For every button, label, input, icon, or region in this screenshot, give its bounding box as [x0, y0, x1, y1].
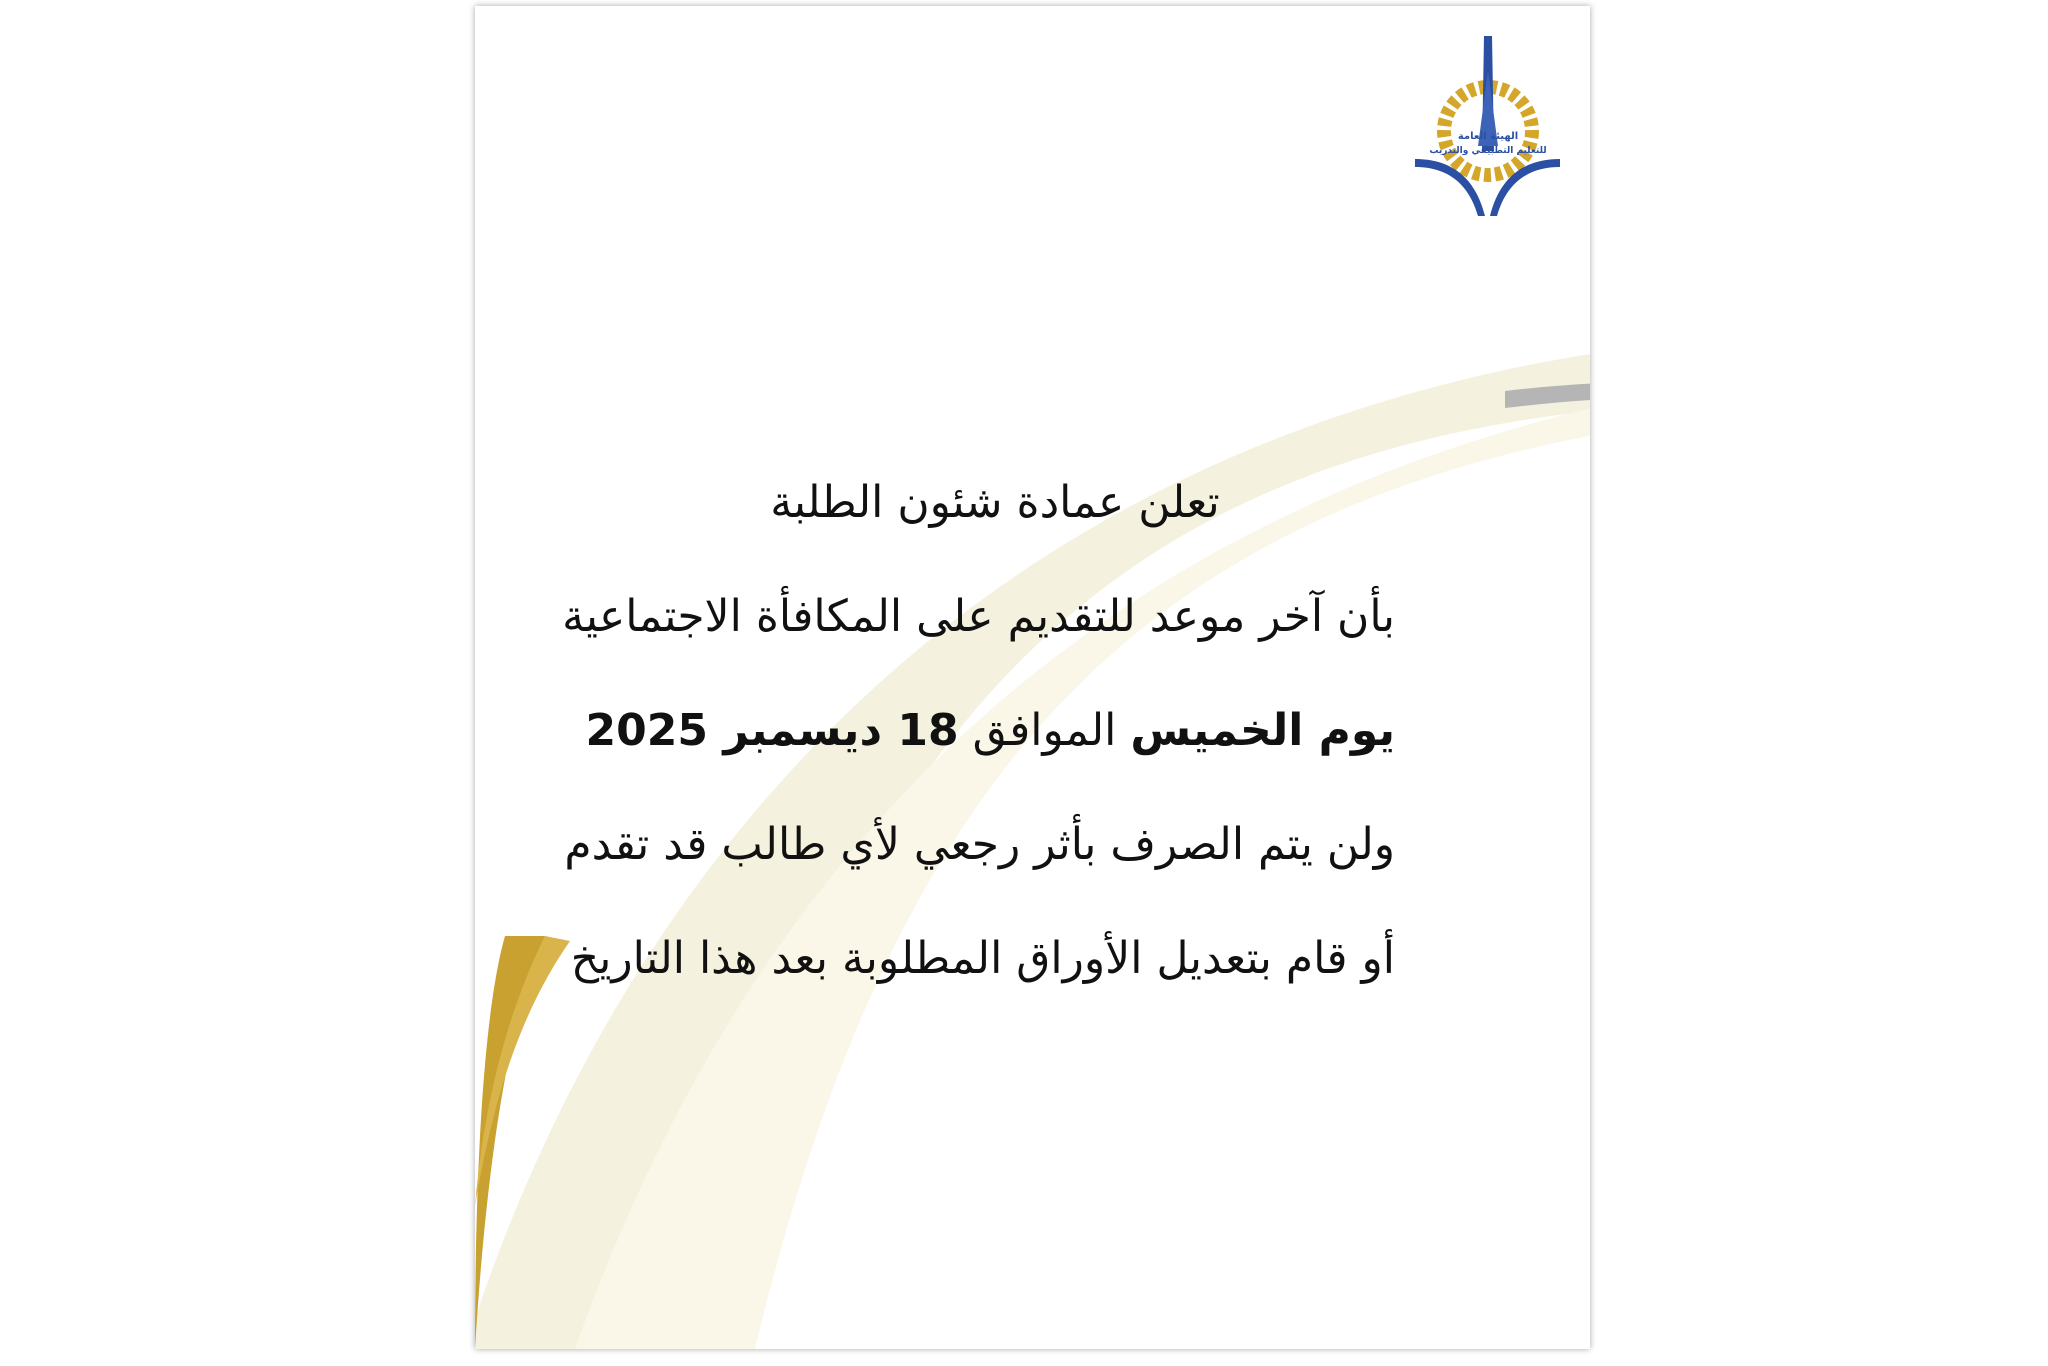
announcement-line-2: بأن آخر موعد للتقديم على المكافأة الاجتماعية — [562, 591, 1395, 642]
deadline-day: يوم الخميس — [1130, 705, 1395, 756]
deadline-connector: الموافق — [972, 705, 1117, 756]
announcement-line-5: أو قام بتعديل الأوراق المطلوبة بعد هذا التاريخ — [570, 933, 1395, 984]
announcement-line-1: تعلن عمادة شئون الطلبة — [770, 477, 1220, 528]
announcement-line-4: ولن يتم الصرف بأثر رجعي لأي طالب قد تقدم — [564, 819, 1395, 870]
svg-text:الهيئة العامة: الهيئة العامة — [1457, 131, 1519, 142]
announcement-text — [562, 446, 1395, 1016]
announcement-line-3 — [585, 674, 1395, 788]
deadline-date: 18 ديسمبر 2025 — [585, 705, 959, 756]
paaet-logo — [1410, 31, 1565, 216]
announcement-page — [475, 6, 1590, 1349]
svg-text:للتعليم التطبيقي والتدريب: للتعليم التطبيقي والتدريب — [1429, 146, 1547, 156]
